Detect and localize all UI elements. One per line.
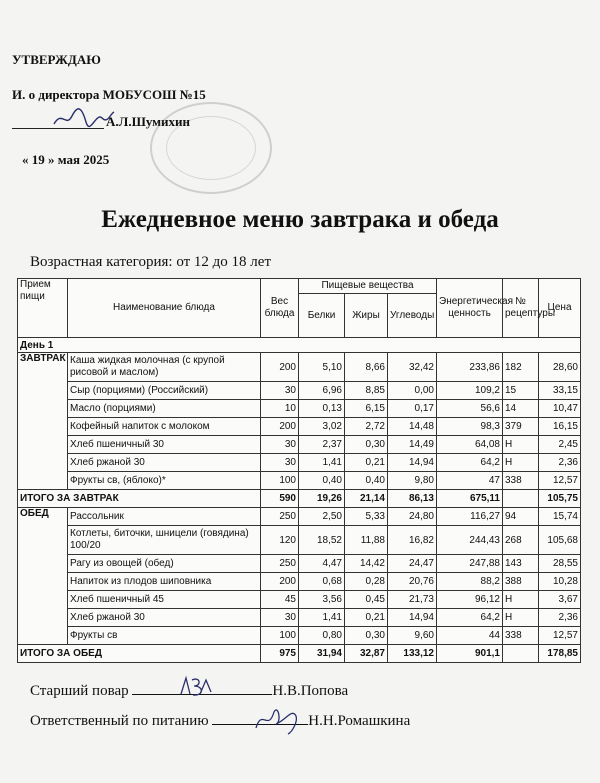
- table-row: [18, 573, 581, 591]
- dish-fats: 0,21: [345, 609, 388, 627]
- dish-weight: 100: [261, 472, 299, 490]
- dish-recipe: 14: [503, 400, 539, 418]
- dish-fats: 5,33: [345, 508, 388, 526]
- table-row: [18, 400, 581, 418]
- dish-recipe: 388: [503, 573, 539, 591]
- dish-name: Масло (порциями): [68, 400, 261, 418]
- header-proteins: Белки: [299, 294, 345, 338]
- total-recipe: [503, 645, 539, 663]
- total-price: 178,85: [539, 645, 581, 663]
- total-label: ИТОГО ЗА ОБЕД: [18, 645, 261, 663]
- dish-energy: 64,2: [437, 609, 503, 627]
- page-title: Ежедневное меню завтрака и обеда: [101, 206, 499, 233]
- dish-recipe: 94: [503, 508, 539, 526]
- header-dish: Наименование блюда: [68, 279, 261, 338]
- table-row: [18, 472, 581, 490]
- dish-recipe: Н: [503, 609, 539, 627]
- dish-weight: 10: [261, 400, 299, 418]
- dish-recipe: 182: [503, 353, 539, 382]
- dish-fats: 6,15: [345, 400, 388, 418]
- dish-carbs: 24,80: [388, 508, 437, 526]
- dish-carbs: 14,94: [388, 609, 437, 627]
- responsible-name: Н.Н.Ромашкина: [308, 713, 411, 729]
- dish-price: 28,55: [539, 555, 581, 573]
- cook-role: Старший повар: [30, 683, 129, 699]
- dish-carbs: 32,42: [388, 353, 437, 382]
- dish-name: Хлеб ржаной 30: [68, 609, 261, 627]
- dish-price: 105,68: [539, 526, 581, 555]
- table-row: [18, 454, 581, 472]
- header-weight: Вес блюда: [261, 279, 299, 338]
- dish-proteins: 1,41: [299, 609, 345, 627]
- dish-energy: 233,86: [437, 353, 503, 382]
- total-recipe: [503, 490, 539, 508]
- dish-price: 16,15: [539, 418, 581, 436]
- table-row: [18, 436, 581, 454]
- approver-name: А.Л.Шумихин: [106, 114, 191, 129]
- dish-price: 2,36: [539, 609, 581, 627]
- dish-energy: 96,12: [437, 591, 503, 609]
- dish-weight: 200: [261, 418, 299, 436]
- official-stamp-icon: [150, 102, 272, 194]
- dish-fats: 0,40: [345, 472, 388, 490]
- dish-weight: 30: [261, 609, 299, 627]
- responsible-signature-icon: [252, 702, 304, 736]
- dish-price: 10,47: [539, 400, 581, 418]
- dish-name: Хлеб ржаной 30: [68, 454, 261, 472]
- dish-fats: 14,42: [345, 555, 388, 573]
- dish-recipe: 143: [503, 555, 539, 573]
- dish-name: Напиток из плодов шиповника: [68, 573, 261, 591]
- dish-weight: 250: [261, 555, 299, 573]
- dish-fats: 8,66: [345, 353, 388, 382]
- dish-price: 33,15: [539, 382, 581, 400]
- dish-energy: 64,2: [437, 454, 503, 472]
- dish-proteins: 0,68: [299, 573, 345, 591]
- dish-energy: 244,43: [437, 526, 503, 555]
- total-label: ИТОГО ЗА ЗАВТРАК: [18, 490, 261, 508]
- table-row: [18, 591, 581, 609]
- responsible-signature-line: [30, 713, 410, 730]
- director-signature-icon: [52, 106, 116, 130]
- dish-name: Котлеты, биточки, шницели (говядина) 100/20: [68, 526, 261, 555]
- cook-name: Н.В.Попова: [272, 683, 349, 699]
- total-proteins: 31,94: [299, 645, 345, 663]
- dish-price: 28,60: [539, 353, 581, 382]
- header-fats: Жиры: [345, 294, 388, 338]
- dish-energy: 88,2: [437, 573, 503, 591]
- breakfast-total-row: [18, 490, 581, 508]
- dish-proteins: 0,13: [299, 400, 345, 418]
- dish-name: Рагу из овощей (обед): [68, 555, 261, 573]
- lunch-section: [18, 508, 581, 663]
- total-energy: 901,1: [437, 645, 503, 663]
- breakfast-meal-label: ЗАВТРАК: [18, 353, 68, 490]
- dish-recipe: 15: [503, 382, 539, 400]
- dish-name: Кофейный напиток с молоком: [68, 418, 261, 436]
- dish-weight: 45: [261, 591, 299, 609]
- dish-energy: 44: [437, 627, 503, 645]
- dish-weight: 100: [261, 627, 299, 645]
- header-recipe: № рецептуры: [503, 279, 539, 338]
- age-category-label: Возрастная категория:: [30, 254, 173, 270]
- dish-proteins: 1,41: [299, 454, 345, 472]
- dish-fats: 8,85: [345, 382, 388, 400]
- total-energy: 675,11: [437, 490, 503, 508]
- table-row: [18, 526, 581, 555]
- responsible-role: Ответственный по питанию: [30, 713, 209, 729]
- dish-fats: 0,45: [345, 591, 388, 609]
- dish-energy: 64,08: [437, 436, 503, 454]
- breakfast-section: [18, 353, 581, 508]
- approver-position: И. о директора МОБУСОШ №15: [12, 87, 206, 102]
- dish-proteins: 4,47: [299, 555, 345, 573]
- table-row: [18, 353, 581, 382]
- dish-price: 12,57: [539, 627, 581, 645]
- header-price: Цена: [539, 279, 581, 338]
- header-carbs: Углеводы: [388, 294, 437, 338]
- dish-energy: 47: [437, 472, 503, 490]
- dish-price: 3,67: [539, 591, 581, 609]
- dish-weight: 200: [261, 573, 299, 591]
- dish-carbs: 20,76: [388, 573, 437, 591]
- dish-carbs: 24,47: [388, 555, 437, 573]
- dish-name: Фрукты св, (яблоко)*: [68, 472, 261, 490]
- age-category: [30, 254, 271, 271]
- dish-name: Хлеб пшеничный 45: [68, 591, 261, 609]
- dish-energy: 98,3: [437, 418, 503, 436]
- header-energy: Энергетическая ценность: [437, 279, 503, 338]
- dish-energy: 116,27: [437, 508, 503, 526]
- dish-recipe: Н: [503, 591, 539, 609]
- lunch-meal-label: ОБЕД: [18, 508, 68, 645]
- header-nutrients: Пищевые вещества: [299, 279, 437, 294]
- dish-proteins: 3,56: [299, 591, 345, 609]
- header-meal: Прием пищи: [18, 279, 68, 338]
- total-weight: 975: [261, 645, 299, 663]
- dish-weight: 30: [261, 382, 299, 400]
- dish-fats: 0,28: [345, 573, 388, 591]
- dish-recipe: Н: [503, 454, 539, 472]
- dish-fats: 0,30: [345, 436, 388, 454]
- dish-carbs: 9,60: [388, 627, 437, 645]
- dish-price: 15,74: [539, 508, 581, 526]
- dish-name: Каша жидкая молочная (с крупой рисовой и маслом): [68, 353, 261, 382]
- total-fats: 32,87: [345, 645, 388, 663]
- dish-fats: 2,72: [345, 418, 388, 436]
- dish-recipe: Н: [503, 436, 539, 454]
- table-row: [18, 418, 581, 436]
- dish-carbs: 14,48: [388, 418, 437, 436]
- dish-recipe: 338: [503, 472, 539, 490]
- menu-table: [17, 278, 581, 663]
- dish-energy: 56,6: [437, 400, 503, 418]
- age-category-value: от 12 до 18 лет: [172, 254, 271, 270]
- total-carbs: 86,13: [388, 490, 437, 508]
- total-weight: 590: [261, 490, 299, 508]
- dish-carbs: 9,80: [388, 472, 437, 490]
- dish-name: Хлеб пшеничный 30: [68, 436, 261, 454]
- dish-name: Рассольник: [68, 508, 261, 526]
- total-fats: 21,14: [345, 490, 388, 508]
- approval-date: « 19 » мая 2025: [22, 152, 110, 167]
- table-row: [18, 382, 581, 400]
- dish-recipe: 379: [503, 418, 539, 436]
- dish-weight: 250: [261, 508, 299, 526]
- dish-carbs: 14,49: [388, 436, 437, 454]
- dish-name: Фрукты св: [68, 627, 261, 645]
- dish-fats: 11,88: [345, 526, 388, 555]
- total-price: 105,75: [539, 490, 581, 508]
- dish-carbs: 0,00: [388, 382, 437, 400]
- table-row: [18, 555, 581, 573]
- dish-price: 2,36: [539, 454, 581, 472]
- table-row: [18, 609, 581, 627]
- dish-price: 10,28: [539, 573, 581, 591]
- day-label: День 1: [18, 338, 581, 353]
- total-carbs: 133,12: [388, 645, 437, 663]
- lunch-total-row: [18, 645, 581, 663]
- approve-label: УТВЕРЖДАЮ: [12, 52, 101, 67]
- dish-carbs: 14,94: [388, 454, 437, 472]
- dish-carbs: 16,82: [388, 526, 437, 555]
- dish-proteins: 18,52: [299, 526, 345, 555]
- dish-energy: 247,88: [437, 555, 503, 573]
- dish-energy: 109,2: [437, 382, 503, 400]
- dish-weight: 120: [261, 526, 299, 555]
- dish-weight: 30: [261, 436, 299, 454]
- dish-price: 12,57: [539, 472, 581, 490]
- dish-carbs: 0,17: [388, 400, 437, 418]
- table-row: [18, 508, 581, 526]
- total-proteins: 19,26: [299, 490, 345, 508]
- dish-weight: 200: [261, 353, 299, 382]
- dish-proteins: 3,02: [299, 418, 345, 436]
- dish-recipe: 338: [503, 627, 539, 645]
- dish-proteins: 2,37: [299, 436, 345, 454]
- dish-weight: 30: [261, 454, 299, 472]
- dish-fats: 0,21: [345, 454, 388, 472]
- dish-proteins: 2,50: [299, 508, 345, 526]
- table-row: [18, 627, 581, 645]
- dish-name: Сыр (порциями) (Российский): [68, 382, 261, 400]
- dish-fats: 0,30: [345, 627, 388, 645]
- dish-proteins: 0,40: [299, 472, 345, 490]
- cook-signature-icon: [178, 674, 214, 700]
- dish-carbs: 21,73: [388, 591, 437, 609]
- dish-proteins: 6,96: [299, 382, 345, 400]
- dish-proteins: 5,10: [299, 353, 345, 382]
- dish-proteins: 0,80: [299, 627, 345, 645]
- dish-recipe: 268: [503, 526, 539, 555]
- dish-price: 2,45: [539, 436, 581, 454]
